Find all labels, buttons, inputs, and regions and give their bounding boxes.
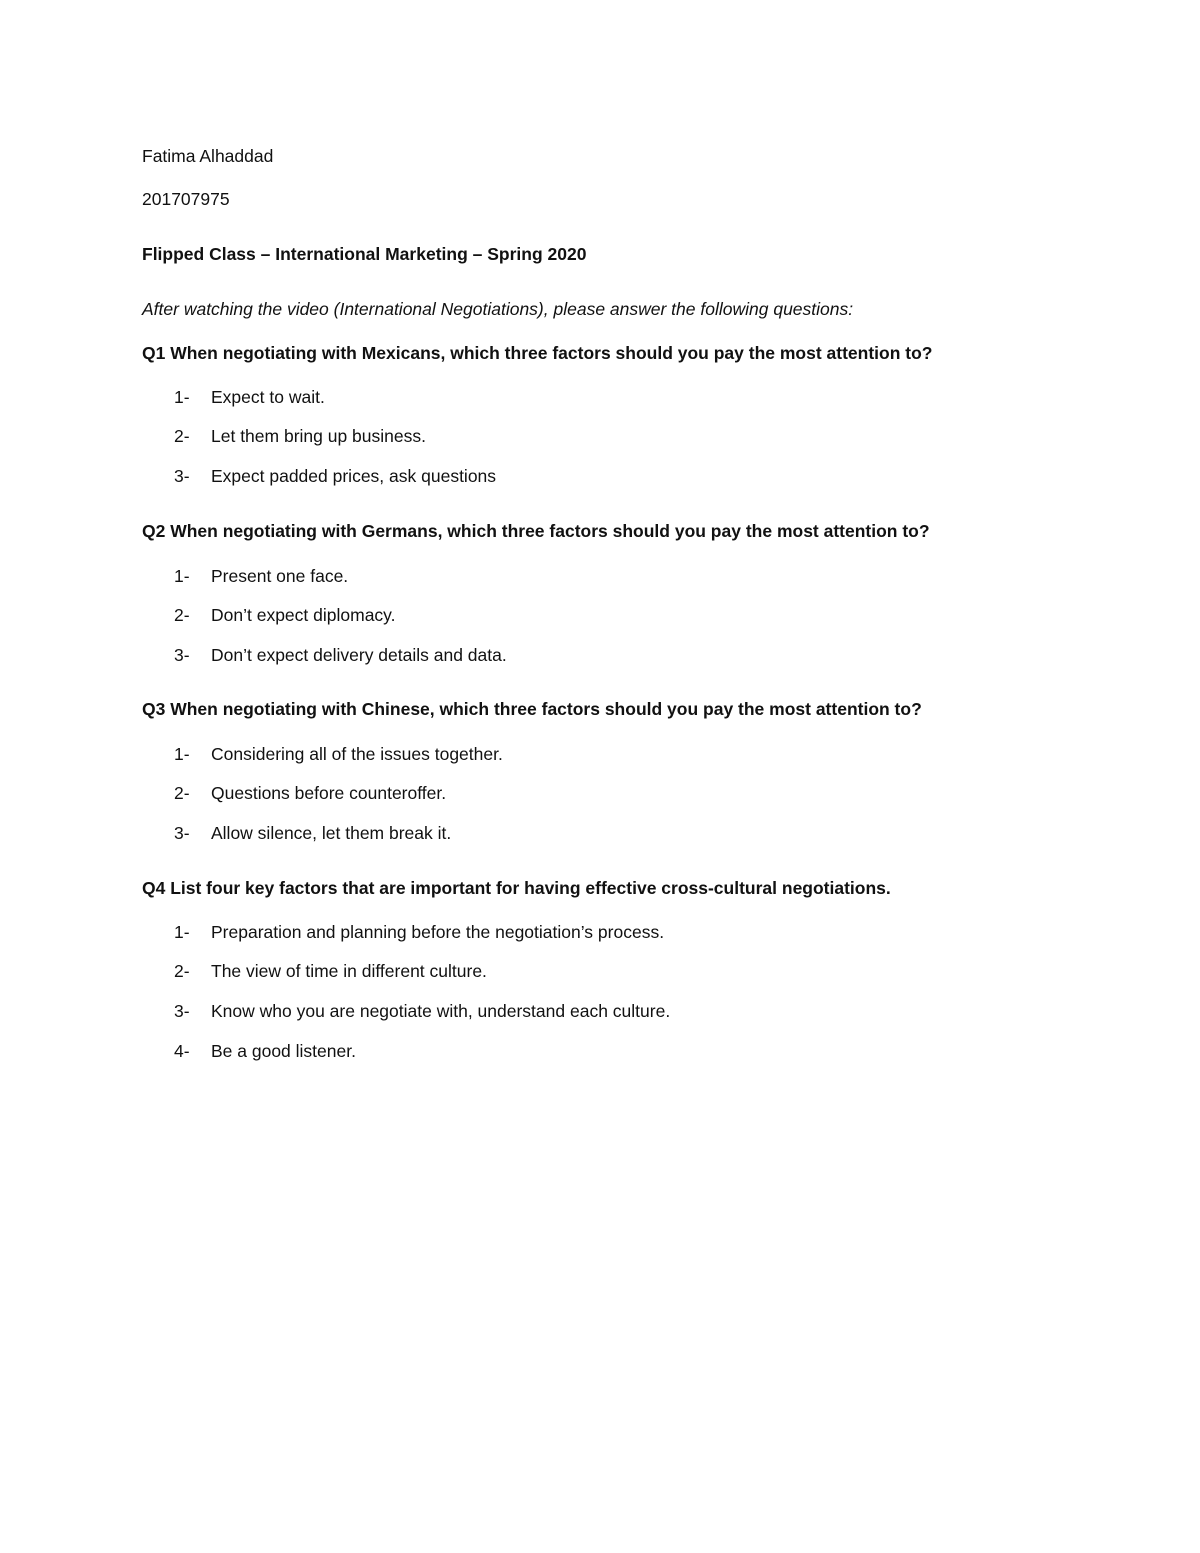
course-title: Flipped Class – International Marketing – Spring 2020 [142, 244, 587, 264]
list-item-text: Considering all of the issues together. [211, 744, 503, 764]
list-item-number: 4- [174, 1041, 190, 1061]
list-item-number: 1- [174, 566, 190, 586]
list-item-text: Know who you are negotiate with, understand each culture. [211, 1001, 671, 1021]
list-item-text: Don’t expect delivery details and data. [211, 645, 507, 665]
list-item-number: 1- [174, 387, 190, 407]
list-item-text: Don’t expect diplomacy. [211, 605, 396, 625]
list-item-text: The view of time in different culture. [211, 961, 487, 981]
list-item [174, 386, 325, 408]
list-item-number: 3- [174, 823, 190, 843]
question-4: Q4 List four key factors that are important for having effective cross-cultural negotiations. [142, 878, 891, 898]
list-item [174, 782, 446, 804]
list-item [174, 1040, 356, 1062]
list-item [174, 1000, 670, 1022]
list-item [174, 822, 451, 844]
list-item-number: 2- [174, 605, 190, 625]
list-item-number: 2- [174, 961, 190, 981]
list-item-number: 3- [174, 466, 190, 486]
list-item-text: Be a good listener. [211, 1041, 356, 1061]
list-item-number: 3- [174, 645, 190, 665]
list-item-text: Preparation and planning before the negotiation’s process. [211, 922, 665, 942]
author-name: Fatima Alhaddad [142, 146, 274, 166]
list-item [174, 743, 503, 765]
list-item [174, 921, 664, 943]
list-item [174, 604, 396, 626]
list-item-number: 1- [174, 744, 190, 764]
student-id: 201707975 [142, 189, 230, 209]
list-item [174, 960, 487, 982]
list-item-number: 3- [174, 1001, 190, 1021]
list-item-number: 2- [174, 783, 190, 803]
list-item [174, 465, 496, 487]
list-item-text: Expect to wait. [211, 387, 325, 407]
list-item-text: Expect padded prices, ask questions [211, 466, 497, 486]
list-item-text: Present one face. [211, 566, 349, 586]
list-item-text: Questions before counteroffer. [211, 783, 447, 803]
list-item [174, 644, 507, 666]
list-item-text: Let them bring up business. [211, 426, 426, 446]
list-item-text: Allow silence, let them break it. [211, 823, 452, 843]
instructions-text: After watching the video (International Negotiations), please answer the following questions: [142, 299, 854, 319]
list-item [174, 425, 426, 447]
list-item-number: 2- [174, 426, 190, 446]
question-3: Q3 When negotiating with Chinese, which three factors should you pay the most attention to? [142, 699, 922, 719]
list-item-number: 1- [174, 922, 190, 942]
list-item [174, 565, 348, 587]
question-1: Q1 When negotiating with Mexicans, which three factors should you pay the most attention to? [142, 343, 933, 363]
question-2: Q2 When negotiating with Germans, which three factors should you pay the most attention to? [142, 521, 930, 541]
